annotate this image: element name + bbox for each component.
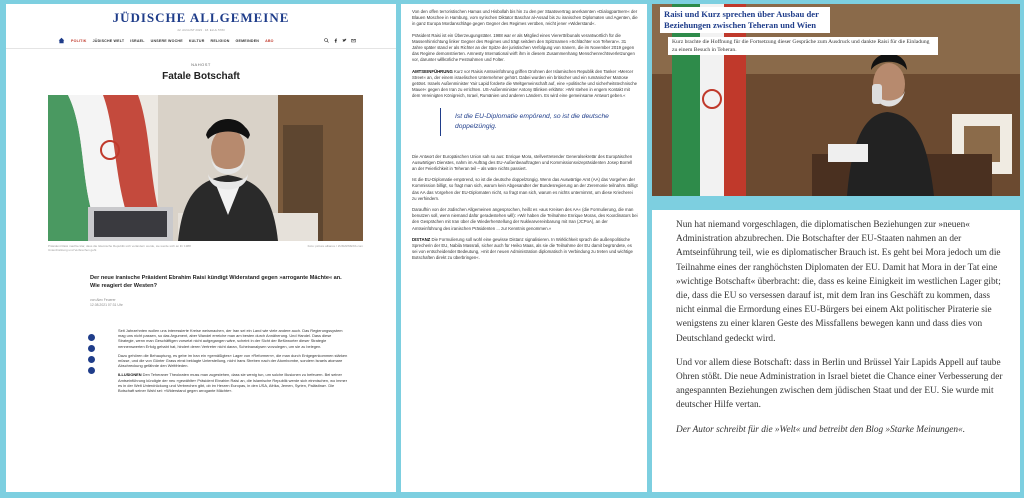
article-continuation-panel (401, 4, 647, 492)
section-lead: ILLUSIONEN (118, 372, 142, 378)
main-nav (6, 32, 396, 49)
byline (90, 298, 123, 308)
paragraph (412, 237, 638, 262)
paragraph: Dazu gehören die Behauptung, es gebe im Iran ein »gemäßigtes« Lager von »Reformern«, die man durch Entgegenkommen stärken müsse, und die von Günter Grass einst beklagte Unterstellung, nicht Irans Streben nach der Atombombe, sondern Israels atomare Abschreckung gefährde den Weltfrieden. (118, 352, 348, 369)
nav-item-abo[interactable]: ABO (265, 38, 274, 43)
share-twitter-icon[interactable] (88, 345, 95, 352)
paragraph (412, 69, 638, 100)
byline-author[interactable]: von Alex Feuerer (90, 298, 116, 302)
paragraph-text: Den Teheraner Theokraten muss man zugestehen, dass sie wenig tun, um solche Illusionen zu befeuern. Bei seiner Amtseinführung kündigte der neu »gewählte« Präsident Ebrahim Raisi an, die Islamische Republik werde sich einmischen, wo immer es in der Welt Unterdrückung und Verbrechen gibt, ob im Herzen Europas, in den USA, Afrika, Jemen, Syrien, Palästina«. Die Botschaft seiner Wahl sei: »Widerstand gegen arrogante Mächte«. (118, 372, 348, 394)
paragraph: Ist die EU-Diplomatie empörend, so ist die deutsche doppelzüngig. Wenn das Auswärtige Amt (AA) das Vorgehen der Kommission billigt, so fragt man sich, warum kein Abgesandter der Bundesregierung an der Zeremonie teilnahm. Billigt das AA das Vorgehen der EU-Diplomaten nicht, so fragt man sich, warum es nichts unternimmt, um diese Kriecherei zu verhindern. (412, 177, 638, 201)
paragraph: Daraufhin von der Jüdischen Allgemeinen angesprochen, heißt es »aus Kreisen des AA« (die Formulierung, die man benutzen soll, wenn niemand dafür geradestehen will): »Wir haben die Teilnahme Enrique Moras, des Koordinators bei den Gesprächen mit Iran über die Wiederherstellung der Nuklearvereinbarung mit Iran (JCPoA), an der Amtseinführung des iranischen Präsidenten ... zur Kenntnis genommen.« (412, 207, 638, 231)
site-logo[interactable]: JÜDISCHE ALLGEMEINE (112, 10, 290, 25)
nav-item-gemeinden[interactable]: GEMEINDEN (235, 38, 260, 43)
article-kicker: NAHOST (191, 62, 211, 67)
dateline: 22. AUGUST 2023 · 18. ELUL 5783 (177, 28, 225, 32)
share-email-icon[interactable] (88, 356, 95, 363)
paragraph-text: Kurz vor Raisis Amtseinführung griffen Drohnen der Islamischen Republik den Tanker »Mercer Street« an, der einem israelischen Unternehmer gehört. Dabei wurden ein britischer und ein rumänischer Matrose getötet. Israels Außenminister Yair Lapid forderte die Weltgemeinschaft auf, eine »politische und sicherheitstechnische Mauer« gegen den Iran zu errichten. US-Außenminister Antony Blinken erklärte: »Wir stehen in engem Kontakt mit dem Vereinigten Königreich, Israel, Rumänien und anderen Ländern. Es wird eine gemeinsame Antwort geben.« (412, 68, 637, 99)
nav-item-israel[interactable]: ISRAEL (130, 38, 145, 43)
share-print-icon[interactable] (88, 367, 95, 374)
home-icon[interactable] (58, 37, 65, 44)
paragraph: Die Antwort der Europäischen Union sah so aus: Enrique Mora, stellvertretender Generalsekretär des Europäischen Auswärtigen Dienstes, nahm im Auftrag des EU-Außenbeauftragten und Kommissionsvizepräsidenten Josep Borrell an der Feierlichkeit in Teheran teil – als wäre nichts passiert. (412, 153, 633, 172)
paragraph-text: Die Formulierung soll wohl eine gewisse Distanz signalisieren. In Wirklichkeit sprach die außenpolitische Sprecherin der EU, Nabila Massrali, sicher auch für Heiko Maas, als sie die Teilnahme der EU damit begründete, es sei von entscheidender Bedeutung, »mit der neuen Administration diplomatisch in Verbindung zu treten und wichtige Botschaften direkt zu überbringen«. (412, 236, 633, 261)
paragraph: Nun hat niemand vorgeschlagen, die diplomatischen Beziehungen zur »neuen« Administration abzubrechen. Die Botschafter der EU-Staaten nahmen an der Amtseinführung teil, wie es diplomatischer Brauch ist. Es geht bei Mora jedoch um die Teilnahme eines der ranghöchsten Diplomaten der EU. Damit hat Mora in der Tat eine »wichtige Botschaft« überbracht: die, dass es keine Einigkeit im westlichen Lager gibt; die, dass die EU so versessen darauf ist, mit dem Iran ins Geschäft zu kommen, dass nicht einmal die Ermordung eines EU-Bürgers bei einem Akt politischer Piraterie sie wenigstens zu einer klaren Geste des Missfallens bewegen kann und dass dies von Deutschland gedeckt wird. (676, 220, 1001, 344)
raisi-portrait-photo (48, 95, 363, 241)
article-body (118, 328, 348, 397)
share-facebook-icon[interactable] (88, 334, 95, 341)
byline-date: 12.08.2021 07:31 Uhr (90, 303, 123, 307)
masthead (6, 4, 396, 32)
article-body (401, 4, 647, 262)
nav-tools (324, 38, 356, 43)
twitter-icon[interactable] (342, 38, 347, 43)
photo-subtext: Kurz brachte die Hoffnung für die Fortsetzung dieser Gespräche zum Ausdruck und dankte Raisi für die Einladung zu einem Besuch in Teheran. (668, 37, 938, 55)
article-page-panel (6, 4, 396, 492)
nav-item-religion[interactable]: RELIGION (210, 38, 230, 43)
nav-item-kultur[interactable]: KULTUR (188, 38, 205, 43)
nav-item-juedische-welt[interactable]: JÜDISCHE WELT (92, 38, 125, 43)
search-icon[interactable] (324, 38, 329, 43)
nav-item-unsere-woche[interactable]: UNSERE WOCHE (150, 38, 183, 43)
caption-text: Präsident Raisi machte klar, dass die Islamische Republik sich verändern werde, sie werde sich an ihr 1988 Unterdrückung und Verbrechen geht (48, 244, 191, 252)
paragraph (118, 372, 348, 393)
article-excerpt-panel (652, 210, 1020, 492)
facebook-icon[interactable] (333, 38, 338, 43)
paragraph: Seit Jahrzehnten wollen uns interessierte Kreise weismachen, der Iran sei ein Land wie viele andere auch. Das Regierungssystem mag uns nicht passen, so das Argument, aber Wandel erreiche man am besten durch Annäherung. Und Handel. Dass diese Strategie, wenn man Geschäftigen vorsetzt nicht aufgegangen wäre, scheint in der Sicht der Befürworter dieser Strategie nennenswerten Erfolg gehabt hat, hindert deren Vertreter nicht daran, Scheinanalysen vorzulegen, um sie zu belegen. (118, 328, 343, 349)
photo-caption (48, 244, 363, 252)
article-teaser: Der neue iranische Präsident Ebrahim Raisi kündigt Widerstand gegen »arrogante Mächte« an. Wie reagiert der Westen? (90, 275, 342, 289)
share-bar (88, 334, 95, 374)
article-body (652, 210, 1020, 437)
nav-item-politik[interactable]: POLITIK (71, 38, 87, 43)
pull-quote: Ist die EU-Diplomatie empörend, so ist die deutsche doppelzüngig. (440, 108, 626, 136)
paragraph: Und vor allem diese Botschaft: dass in Berlin und Brüssel Yair Lapids Appell auf taube Ohren stößt. Die neue Administration in Israel bietet die Chance einer Verbesserung der angespannten Beziehungen zwischen dem jüdischen Staat und der EU. Sie wurde mit deutscher Hilfe vertan. (676, 357, 1003, 411)
author-note: Der Autor schreibt für die »Welt« und betreibt den Blog »Starke Meinungen«. (676, 424, 966, 435)
section-lead: DISTANZ (412, 236, 431, 242)
paragraph: Präsident Raisi ist ein Überzeugungstäter. 1988 war er als Mitglied eines Viererttribunals verantwortlich für die Massenhinrichtung linker Gegner des Regimes und trägt seitdem den Spitznamen »Schlächter von Teheran«. 31 Jahre später stand er als Richter an der Spitze der juristischen Verfolgung von Iranern, die im November 2019 gegen das Regime demonstrierten. Amnesty International wirft ihm in diesem Zusammenhang Menschenrechtsverletzungen vor, darunter willkürliche Festnahmen und Folter. (412, 32, 635, 63)
paragraph: Von den offen terroristischen Hamas und Hisbollah bis hin zu den per Staatsvertrag anerkannten »Dialogpartnern« der Blauen Moschee in Hamburg, vom syrischen Diktator Baschar al-Assad bis zu iranischen Diplomaten und Agenten, die in ganz Europa Mordanschläge gegen Gegner des Regimes verüben, reicht jener »Widerstand«. (412, 9, 638, 27)
photo-headline: Raisi und Kurz sprechen über Ausbau der Beziehungen zwischen Teheran und Wien (660, 7, 830, 33)
news-photo-panel (652, 4, 1020, 196)
article-headline: Fatale Botschaft (162, 71, 240, 82)
section-lead: AMTSEINFÜHRUNG (412, 68, 453, 74)
caption-credit: Foto: picture alliance / ZUMAPRESS.com (307, 244, 363, 248)
email-icon[interactable] (351, 38, 356, 43)
